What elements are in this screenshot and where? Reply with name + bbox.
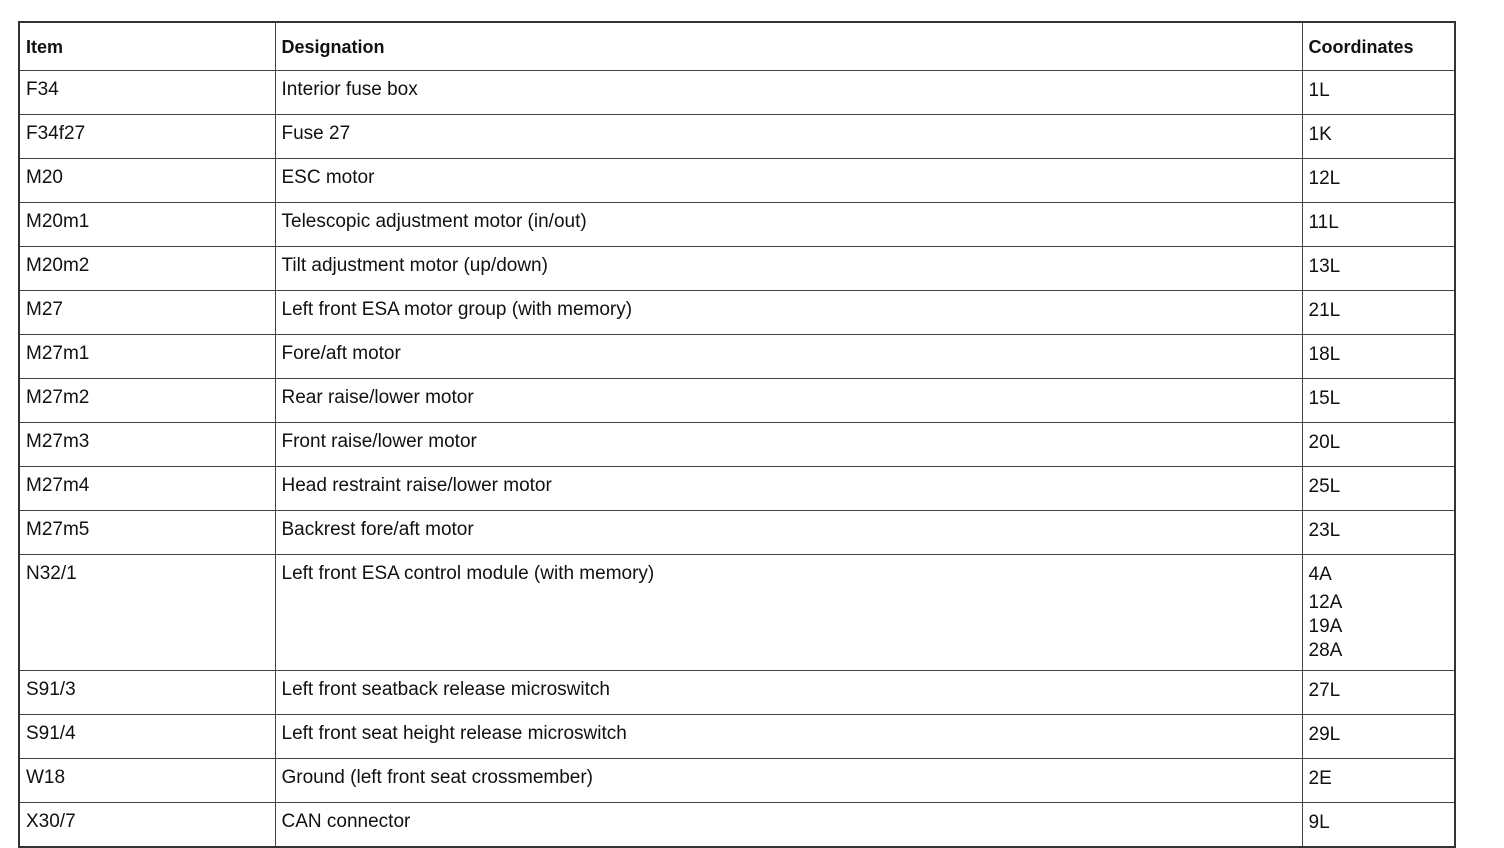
item-cell: M27 <box>19 291 275 335</box>
item-cell: F34f27 <box>19 115 275 159</box>
designation-column-header: Designation <box>275 22 1302 71</box>
item-cell: F34 <box>19 71 275 115</box>
coordinate-value: 27L <box>1308 680 1341 701</box>
coordinate-value: 18L <box>1308 344 1341 365</box>
item-cell: M20m2 <box>19 247 275 291</box>
table-row <box>19 291 1455 335</box>
table-row <box>19 511 1455 555</box>
designation-cell: Telescopic adjustment motor (in/out) <box>275 203 1302 247</box>
coordinate-value: 19A <box>1308 616 1343 637</box>
coordinate-value: 20L <box>1308 432 1341 453</box>
coordinate-value: 11L <box>1308 212 1339 233</box>
designation-cell: Left front seat height release microswitch <box>275 715 1302 759</box>
coordinate-value: 29L <box>1308 724 1341 745</box>
table-row <box>19 467 1455 511</box>
item-cell: M27m4 <box>19 467 275 511</box>
table-row <box>19 423 1455 467</box>
coordinates-cell <box>1302 467 1455 511</box>
item-cell: M27m5 <box>19 511 275 555</box>
component-table <box>18 21 1456 848</box>
coordinate-value: 12A <box>1308 592 1343 613</box>
coordinates-cell <box>1302 379 1455 423</box>
coordinate-value: 13L <box>1308 256 1341 277</box>
header-row <box>19 22 1455 71</box>
coordinates-cell <box>1302 159 1455 203</box>
item-cell: S91/3 <box>19 671 275 715</box>
designation-cell: Left front ESA motor group (with memory) <box>275 291 1302 335</box>
designation-cell: Left front seatback release microswitch <box>275 671 1302 715</box>
item-cell: W18 <box>19 759 275 803</box>
table-row <box>19 671 1455 715</box>
item-cell: M20m1 <box>19 203 275 247</box>
item-cell: M27m2 <box>19 379 275 423</box>
coordinate-value: 21L <box>1308 300 1341 321</box>
coordinates-cell <box>1302 115 1455 159</box>
coordinates-cell <box>1302 247 1455 291</box>
designation-cell: Front raise/lower motor <box>275 423 1302 467</box>
designation-cell: ESC motor <box>275 159 1302 203</box>
table-row <box>19 555 1455 671</box>
coordinates-cell <box>1302 71 1455 115</box>
item-cell: M27m1 <box>19 335 275 379</box>
table-row <box>19 203 1455 247</box>
item-cell: S91/4 <box>19 715 275 759</box>
coordinate-value: 1L <box>1308 80 1330 101</box>
item-cell: X30/7 <box>19 803 275 848</box>
designation-cell: Rear raise/lower motor <box>275 379 1302 423</box>
coordinates-cell <box>1302 555 1455 671</box>
table-row <box>19 71 1455 115</box>
coordinates-cell <box>1302 759 1455 803</box>
designation-cell: CAN connector <box>275 803 1302 848</box>
coordinate-value: 4A <box>1308 564 1332 585</box>
designation-cell: Left front ESA control module (with memory) <box>275 555 1302 671</box>
item-cell: M27m3 <box>19 423 275 467</box>
coordinate-value: 1K <box>1308 124 1332 145</box>
table-row <box>19 715 1455 759</box>
designation-cell: Ground (left front seat crossmember) <box>275 759 1302 803</box>
designation-cell: Backrest fore/aft motor <box>275 511 1302 555</box>
table-row <box>19 247 1455 291</box>
coordinates-cell <box>1302 803 1455 848</box>
coordinate-value: 12L <box>1308 168 1341 189</box>
coordinate-value: 25L <box>1308 476 1341 497</box>
coordinates-column-header: Coordinates <box>1302 22 1455 71</box>
coordinates-cell <box>1302 335 1455 379</box>
item-cell: N32/1 <box>19 555 275 671</box>
table-row <box>19 115 1455 159</box>
table-row <box>19 379 1455 423</box>
item-cell: M20 <box>19 159 275 203</box>
coordinate-value: 23L <box>1308 520 1341 541</box>
coordinate-value: 2E <box>1308 768 1332 789</box>
coordinate-value: 15L <box>1308 388 1341 409</box>
coordinates-cell <box>1302 203 1455 247</box>
table-row <box>19 803 1455 848</box>
table-row <box>19 759 1455 803</box>
designation-cell: Interior fuse box <box>275 71 1302 115</box>
coordinate-value: 9L <box>1308 812 1330 833</box>
table-row <box>19 159 1455 203</box>
table-row <box>19 335 1455 379</box>
item-column-header: Item <box>19 22 275 71</box>
coordinates-cell <box>1302 291 1455 335</box>
designation-cell: Fuse 27 <box>275 115 1302 159</box>
coordinates-cell <box>1302 715 1455 759</box>
table-body <box>19 71 1455 848</box>
coordinates-cell <box>1302 511 1455 555</box>
designation-cell: Fore/aft motor <box>275 335 1302 379</box>
coordinates-cell <box>1302 423 1455 467</box>
coordinates-cell <box>1302 671 1455 715</box>
coordinate-value: 28A <box>1308 640 1343 661</box>
designation-cell: Head restraint raise/lower motor <box>275 467 1302 511</box>
designation-cell: Tilt adjustment motor (up/down) <box>275 247 1302 291</box>
